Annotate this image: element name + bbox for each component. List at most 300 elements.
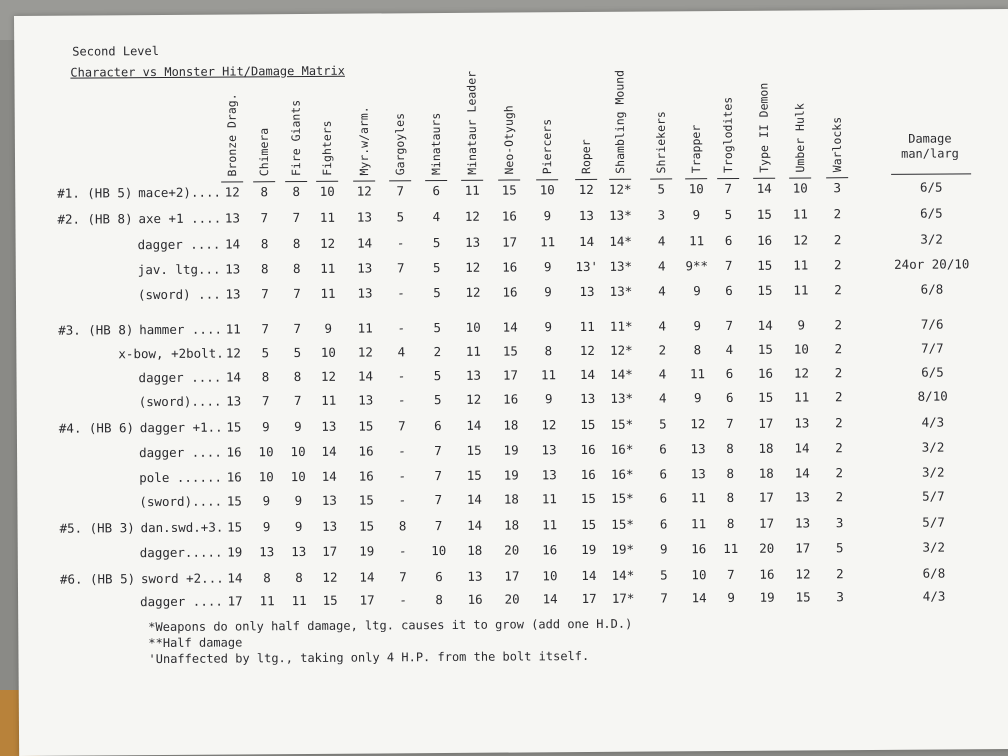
- matrix-cell: 14: [466, 517, 483, 533]
- matrix-cell: -: [399, 592, 407, 608]
- matrix-cell: 14: [757, 317, 773, 333]
- matrix-cell: 7: [724, 180, 733, 197]
- document: [14, 9, 1008, 756]
- matrix-cell: 13: [579, 283, 595, 300]
- column-header-underline: [685, 178, 707, 179]
- matrix-cell: 15: [580, 490, 596, 507]
- matrix-cell: 15*: [611, 516, 634, 532]
- matrix-cell: 6: [659, 516, 668, 532]
- matrix-cell: 13: [356, 209, 372, 225]
- matrix-cell: 15: [358, 518, 375, 534]
- matrix-cell: 14: [542, 591, 558, 607]
- matrix-cell: 13: [794, 515, 811, 531]
- hit-bonus-label: (HB 8): [88, 322, 134, 338]
- matrix-cell: 12: [356, 183, 372, 199]
- column-header: Warlocks: [829, 116, 845, 173]
- matrix-cell: -: [397, 320, 406, 336]
- column-header-underline: [353, 180, 375, 181]
- column-header-underline: [609, 179, 631, 180]
- matrix-cell: 17: [581, 590, 597, 607]
- matrix-cell: 9: [544, 319, 553, 335]
- matrix-cell: 12: [793, 365, 810, 381]
- damage-value: 6/5: [919, 179, 943, 195]
- matrix-cell: 10: [539, 182, 555, 198]
- matrix-cell: 8: [726, 440, 734, 457]
- matrix-cell: 17: [322, 543, 338, 559]
- matrix-cell: -: [397, 368, 406, 384]
- matrix-cell: 8: [292, 184, 301, 200]
- character-number: #6.: [59, 571, 83, 587]
- matrix-cell: 4: [658, 318, 666, 334]
- matrix-cell: 14: [321, 443, 337, 459]
- matrix-cell: 10: [688, 181, 704, 197]
- matrix-cell: 19: [359, 543, 375, 559]
- matrix-cell: 14: [756, 180, 772, 196]
- matrix-cell: 18: [503, 417, 519, 433]
- matrix-cell: 11: [291, 592, 307, 609]
- weapon-label: (sword) ...: [137, 286, 221, 303]
- matrix-cell: 11*: [609, 318, 633, 334]
- damage-value: 7/6: [920, 316, 944, 332]
- matrix-cell: 15*: [610, 416, 634, 432]
- matrix-cell: 14: [794, 440, 810, 456]
- column-header-underline: [650, 178, 672, 179]
- matrix-cell: 14: [502, 319, 518, 335]
- matrix-cell: 16: [580, 466, 596, 483]
- matrix-cell: 17: [359, 592, 375, 608]
- matrix-cell: -: [398, 443, 406, 459]
- column-header: Chimera: [256, 127, 272, 177]
- matrix-cell: 17: [502, 367, 519, 383]
- matrix-cell: 2: [834, 282, 842, 298]
- matrix-cell: 16: [503, 391, 519, 407]
- matrix-cell: 9: [294, 518, 303, 535]
- matrix-cell: 9: [797, 317, 805, 333]
- matrix-cell: 15: [358, 418, 374, 434]
- matrix-cell: 6: [435, 569, 443, 585]
- matrix-cell: 2: [833, 232, 842, 248]
- matrix-cell: 13: [357, 260, 373, 276]
- matrix-cell: 18: [758, 440, 774, 456]
- matrix-cell: 11: [793, 257, 809, 273]
- damage-value: 4/3: [921, 414, 945, 430]
- matrix-cell: 18: [467, 542, 483, 558]
- matrix-cell: 5: [396, 209, 405, 225]
- matrix-cell: 18: [503, 491, 519, 507]
- matrix-cell: 7: [261, 286, 269, 302]
- matrix-cell: 12*: [608, 181, 632, 197]
- column-header-underline: [717, 178, 739, 179]
- matrix-cell: 2: [834, 389, 843, 405]
- matrix-cell: 5: [293, 345, 302, 361]
- weapon-label: dagger ....: [137, 236, 221, 253]
- matrix-cell: 14: [581, 567, 597, 584]
- column-header-underline: [536, 179, 558, 180]
- matrix-cell: -: [397, 392, 406, 408]
- matrix-cell: 17: [504, 568, 520, 584]
- matrix-cell: 9: [262, 419, 270, 435]
- column-header: Minataur Leader: [464, 70, 480, 175]
- matrix-cell: 4: [397, 344, 406, 360]
- hit-bonus-label: (HB 8): [87, 211, 133, 227]
- matrix-cell: 18: [503, 517, 520, 533]
- hit-bonus-label: (HB 3): [89, 520, 135, 536]
- matrix-cell: 17: [227, 593, 243, 609]
- matrix-cell: 9: [543, 208, 552, 224]
- matrix-cell: 7: [261, 393, 270, 409]
- matrix-cell: 3: [833, 180, 842, 196]
- column-header: Piercers: [539, 118, 555, 175]
- matrix-cell: 8: [293, 369, 302, 385]
- hit-bonus-label: (HB 5): [89, 571, 136, 587]
- matrix-cell: 16: [542, 542, 558, 558]
- matrix-cell: 8: [263, 570, 271, 586]
- matrix-cell: 15: [358, 492, 374, 508]
- matrix-cell: 7: [293, 321, 302, 337]
- matrix-cell: 7: [260, 210, 269, 226]
- matrix-cell: -: [398, 468, 407, 484]
- matrix-cell: 6: [434, 418, 442, 434]
- matrix-cell: 18: [758, 465, 774, 481]
- weapon-label: jav. ltg...: [137, 261, 221, 278]
- matrix-cell: 11: [690, 516, 707, 532]
- damage-value: 3/2: [921, 439, 945, 455]
- matrix-cell: 13: [690, 441, 706, 457]
- matrix-cell: 11: [689, 366, 706, 382]
- weapon-label: dagger +1..: [139, 419, 223, 436]
- matrix-cell: 9: [324, 320, 333, 336]
- matrix-cell: 15: [501, 182, 517, 198]
- column-header: Gargoyles: [392, 112, 408, 176]
- matrix-cell: 12: [792, 232, 809, 248]
- matrix-cell: 16: [759, 566, 775, 582]
- matrix-cell: 16: [467, 591, 483, 607]
- weapon-label: x-bow, +2bolt.: [118, 345, 224, 362]
- damage-value: 6/5: [920, 205, 943, 221]
- matrix-cell: 8: [292, 236, 301, 252]
- footnote: **Half damage: [148, 635, 243, 651]
- weapon-label: dagger ....: [140, 593, 223, 610]
- matrix-cell: 15: [580, 516, 597, 533]
- matrix-cell: 10: [290, 443, 306, 460]
- matrix-cell: 14*: [611, 567, 635, 583]
- matrix-cell: 9: [544, 284, 552, 300]
- character-number: #5.: [59, 520, 83, 536]
- damage-value: 7/7: [920, 340, 944, 356]
- column-header: Fire Giants: [288, 99, 304, 177]
- matrix-cell: 6: [659, 466, 668, 482]
- matrix-cell: 15: [757, 257, 773, 273]
- column-header-underline: [575, 179, 597, 180]
- matrix-cell: 12: [465, 259, 481, 275]
- matrix-cell: 10: [320, 344, 336, 360]
- matrix-cell: 20: [504, 542, 520, 558]
- matrix-cell: 13': [575, 258, 599, 275]
- matrix-cell: 7: [396, 260, 405, 276]
- matrix-cell: 14: [359, 569, 375, 585]
- matrix-cell: 15: [322, 592, 338, 608]
- document-title: Character vs Monster Hit/Damage Matrix: [70, 63, 345, 80]
- matrix-cell: 5: [659, 416, 667, 432]
- weapon-label: sword +2...: [140, 570, 224, 587]
- matrix-cell: 16: [757, 365, 774, 381]
- damage-value: 6/8: [922, 565, 946, 581]
- column-header: Umber Hulk: [792, 103, 808, 173]
- weapon-label: hammer ....: [139, 321, 223, 338]
- matrix-cell: 11: [723, 540, 739, 557]
- matrix-cell: 8: [398, 518, 407, 534]
- matrix-cell: 12*: [609, 342, 633, 358]
- matrix-cell: 5: [433, 392, 442, 408]
- matrix-cell: 8: [693, 342, 702, 358]
- matrix-cell: 11: [464, 182, 480, 198]
- matrix-cell: 4: [658, 390, 667, 406]
- column-header: Shriekers: [653, 111, 669, 174]
- hit-bonus-label: (HB 6): [88, 420, 135, 436]
- matrix-cell: 2: [833, 206, 842, 222]
- matrix-cell: 12: [465, 284, 481, 300]
- matrix-cell: 9: [659, 541, 668, 557]
- matrix-cell: 16: [580, 441, 596, 458]
- damage-value: 6/8: [920, 281, 944, 297]
- matrix-cell: 17: [795, 540, 811, 556]
- matrix-cell: 15: [226, 493, 242, 509]
- matrix-cell: 11: [794, 389, 810, 405]
- weapon-label: axe +1 ....: [138, 210, 222, 227]
- matrix-cell: 8: [260, 261, 269, 277]
- matrix-cell: 12: [224, 184, 240, 200]
- matrix-cell: 2: [658, 342, 667, 358]
- matrix-cell: 7: [434, 468, 443, 484]
- matrix-cell: 10: [258, 444, 274, 460]
- damage-value: 4/3: [922, 588, 946, 604]
- matrix-cell: 7: [434, 492, 443, 508]
- matrix-cell: 9: [692, 207, 701, 223]
- matrix-cell: 11: [540, 367, 557, 383]
- matrix-cell: 6: [725, 282, 733, 299]
- damage-column-header: [895, 131, 965, 161]
- matrix-cell: 13*: [609, 207, 632, 223]
- matrix-cell: 15: [757, 282, 773, 298]
- matrix-cell: 5: [433, 320, 442, 336]
- matrix-cell: 11: [465, 343, 481, 359]
- matrix-cell: 11: [540, 234, 556, 250]
- matrix-cell: 13*: [609, 258, 633, 274]
- matrix-cell: 10: [319, 183, 335, 199]
- matrix-cell: 11: [579, 318, 595, 335]
- weapon-label: dagger.....: [139, 544, 223, 561]
- matrix-cell: 16: [358, 468, 374, 484]
- matrix-cell: 9**: [685, 258, 709, 274]
- matrix-cell: 9: [693, 283, 701, 299]
- matrix-cell: 8: [726, 515, 735, 532]
- damage-value: 5/7: [922, 514, 945, 530]
- matrix-cell: 14: [794, 465, 810, 481]
- weapon-label: mace+2)....: [138, 184, 222, 201]
- matrix-cell: 11: [319, 209, 335, 225]
- column-header-underline: [425, 180, 447, 181]
- matrix-cell: 9: [727, 589, 735, 606]
- matrix-cell: 11: [689, 233, 705, 249]
- matrix-cell: 17: [502, 234, 518, 250]
- character-number: #2.: [57, 211, 81, 227]
- matrix-cell: 14: [227, 570, 243, 586]
- matrix-cell: 6: [725, 365, 734, 382]
- matrix-cell: 11: [793, 282, 809, 298]
- matrix-cell: 13: [541, 442, 557, 458]
- matrix-cell: 5: [261, 345, 270, 361]
- damage-value: 6/5: [921, 364, 944, 380]
- matrix-cell: 7: [396, 183, 405, 199]
- matrix-cell: 14: [357, 235, 373, 251]
- matrix-cell: 16*: [610, 466, 634, 482]
- matrix-cell: 10: [793, 341, 809, 357]
- matrix-cell: 19: [759, 589, 775, 605]
- column-header-underline: [285, 181, 307, 182]
- matrix-cell: 19*: [611, 541, 635, 557]
- matrix-cell: 13*: [609, 283, 633, 299]
- column-header: Myr.w/arm.: [356, 106, 372, 176]
- matrix-cell: 2: [835, 440, 843, 456]
- matrix-cell: 10: [542, 568, 558, 584]
- matrix-cell: 14: [579, 233, 595, 250]
- matrix-cell: 13: [580, 390, 596, 407]
- matrix-cell: 19: [503, 442, 519, 458]
- weapon-label: (sword)....: [138, 393, 222, 410]
- damage-header-underline: [891, 173, 971, 175]
- matrix-cell: 10: [258, 469, 274, 485]
- matrix-cell: 11: [259, 593, 275, 609]
- matrix-cell: 12: [466, 391, 482, 407]
- matrix-cell: 11: [541, 491, 557, 507]
- weapon-label: dagger ....: [138, 369, 222, 386]
- matrix-cell: 14*: [609, 233, 632, 249]
- matrix-cell: 12: [795, 566, 811, 582]
- matrix-cell: 7: [398, 418, 406, 434]
- matrix-cell: 7: [293, 393, 302, 409]
- matrix-cell: 11: [357, 320, 373, 336]
- matrix-cell: 9: [544, 391, 553, 407]
- matrix-cell: 12: [357, 344, 373, 360]
- matrix-cell: 12: [690, 416, 706, 432]
- matrix-cell: 5: [657, 181, 666, 197]
- damage-header-line2: man/larg: [901, 146, 959, 161]
- matrix-cell: 15: [756, 206, 772, 222]
- matrix-cell: 13: [541, 467, 557, 483]
- matrix-cell: 12: [578, 181, 594, 198]
- matrix-cell: 13: [358, 392, 374, 408]
- matrix-cell: 12: [541, 417, 557, 433]
- matrix-cell: 10: [691, 567, 707, 583]
- character-number: #4.: [58, 420, 82, 436]
- matrix-cell: 5: [432, 260, 441, 276]
- column-header: Neo-Otyugh: [501, 105, 517, 175]
- matrix-cell: 11: [321, 392, 337, 408]
- matrix-cell: 17: [758, 415, 774, 431]
- matrix-cell: 13*: [610, 390, 634, 406]
- matrix-cell: 11: [320, 260, 336, 276]
- matrix-cell: 5: [433, 285, 441, 301]
- matrix-cell: 11: [541, 517, 558, 533]
- matrix-cell: 12: [320, 368, 337, 384]
- matrix-cell: 15: [466, 467, 482, 483]
- matrix-cell: 10: [290, 468, 306, 485]
- matrix-cell: 13: [321, 518, 338, 534]
- matrix-cell: 8: [292, 261, 301, 277]
- column-header-underline: [253, 181, 275, 182]
- matrix-cell: 7: [724, 257, 733, 274]
- column-header: Bronze Drag.: [224, 93, 240, 177]
- matrix-cell: 8: [435, 592, 443, 608]
- matrix-cell: 15: [580, 416, 596, 433]
- column-header: Troglodites: [720, 96, 736, 174]
- matrix-cell: 16: [691, 541, 707, 557]
- weapon-label: (sword)....: [139, 493, 223, 510]
- matrix-cell: 13: [226, 393, 242, 409]
- matrix-cell: 7: [725, 317, 733, 334]
- matrix-cell: 2: [835, 415, 843, 431]
- matrix-cell: 11: [792, 206, 808, 222]
- matrix-cell: 9: [262, 519, 271, 535]
- matrix-cell: 5: [432, 235, 441, 251]
- matrix-cell: 10: [431, 542, 447, 559]
- matrix-cell: 11: [225, 321, 241, 337]
- matrix-cell: 8: [260, 184, 269, 200]
- matrix-cell: 2: [836, 566, 844, 582]
- matrix-cell: 13: [794, 489, 810, 505]
- column-header: Minataurs: [428, 112, 444, 176]
- matrix-cell: 20: [759, 540, 775, 556]
- matrix-cell: 2: [834, 365, 843, 381]
- matrix-cell: -: [396, 235, 405, 251]
- matrix-cell: 14*: [610, 366, 633, 382]
- footnote: *Weapons do only half damage, ltg. causes it to grow (add one H.D.): [148, 616, 633, 635]
- matrix-cell: 7: [434, 518, 443, 534]
- matrix-cell: 7: [434, 443, 442, 459]
- matrix-cell: 13: [578, 207, 594, 224]
- matrix-cell: 6: [432, 183, 441, 199]
- matrix-cell: 14: [466, 417, 482, 433]
- matrix-cell: 4: [432, 209, 441, 225]
- matrix-cell: 13: [794, 415, 810, 431]
- matrix-cell: 13: [224, 210, 240, 226]
- matrix-cell: 8: [261, 369, 270, 385]
- matrix-cell: 13: [465, 367, 482, 383]
- matrix-cell: 9: [262, 493, 271, 509]
- matrix-cell: 10: [792, 180, 808, 196]
- matrix-cell: 13: [357, 285, 373, 301]
- document-heading: Second Level: [72, 43, 159, 59]
- damage-value: 5/7: [922, 488, 945, 504]
- matrix-cell: 16: [502, 284, 518, 300]
- matrix-cell: 16*: [610, 441, 634, 457]
- damage-value: 8/10: [917, 388, 948, 404]
- column-header-underline: [753, 178, 775, 179]
- damage-value: 3/2: [922, 539, 946, 555]
- matrix-cell: 7: [726, 415, 734, 432]
- matrix-cell: 17*: [611, 590, 635, 606]
- matrix-cell: 8: [260, 236, 269, 252]
- matrix-cell: 13: [291, 543, 307, 560]
- matrix-cell: 4: [657, 233, 666, 249]
- column-header-underline: [461, 180, 483, 181]
- matrix-cell: 6: [659, 490, 668, 506]
- column-header-underline: [789, 177, 811, 178]
- column-header-underline: [389, 180, 411, 181]
- matrix-cell: 4: [657, 258, 666, 274]
- matrix-cell: 19: [581, 541, 597, 558]
- column-header: Trapper: [688, 124, 704, 174]
